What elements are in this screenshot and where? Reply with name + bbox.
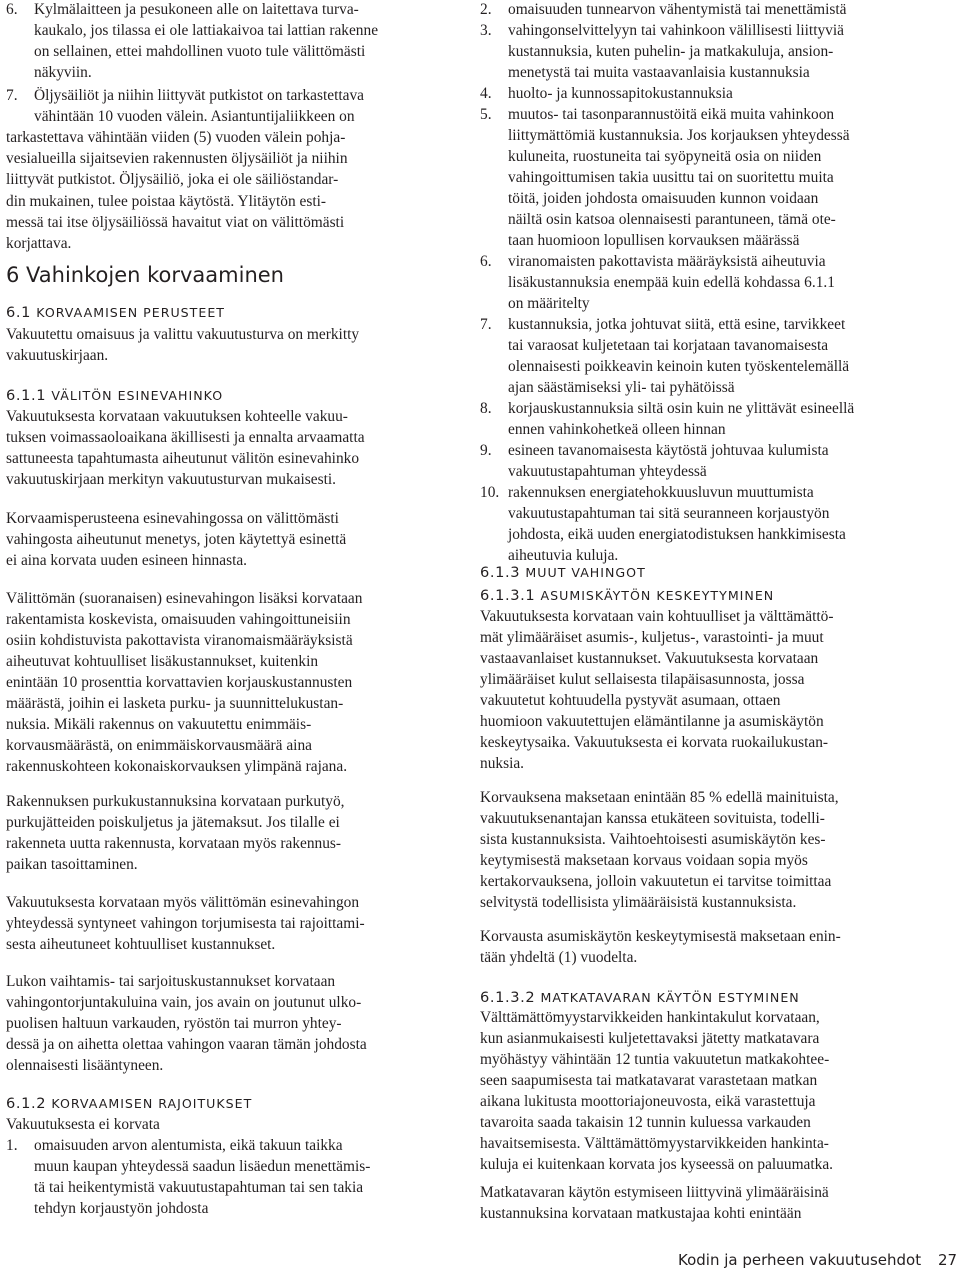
body-text: selvitystä todellisista ylimääräisistä kustannuksista. [480, 894, 797, 911]
body-text: tuksen voimassaoloaikana äkillisesti ja ennalta arvaamatta [6, 429, 365, 446]
section-heading-6-1-3-1 [480, 586, 774, 606]
body-text: mät ylimääräiset asumis-, kuljetus-, varastointi- ja muut [480, 629, 824, 646]
body-text: Korvaamisperusteena esinevahingossa on välittömästi [6, 510, 339, 527]
body-text: puolisen haltuun varkauden, ryöstön tai murron yhtey- [6, 1015, 342, 1032]
list-item-text: näiltä osin katsoa olennaisesti parantuneen, tämä ote- [508, 211, 836, 228]
body-text: enintään 10 prosenttia korvattavien korjauskustannusten [6, 674, 353, 691]
body-text: vakuutuskirjaan. [6, 347, 109, 364]
body-text: rakentamista koskevista, omaisuuden vahingoittuneisiin [6, 611, 351, 628]
list-item-text: esineen tavanomaisesta käytöstä johtuvaa kulumista [508, 442, 829, 459]
body-text: vesialueilla sijaitsevien rakennusten öljysäiliöt ja niihin [6, 150, 348, 167]
list-item-text: on määritelty [508, 295, 590, 312]
body-text: Matkatavaran käytön estymiseen liittyvinä ylimääräisinä [480, 1184, 829, 1201]
body-text: seen saapumisesta tai matkatavarat varastetaan matkan [480, 1072, 818, 1089]
list-item-text: johdosta, eikä uuden energiatodistuksen hankkimisesta [508, 526, 846, 543]
heading-number: 6.1.1 [6, 387, 47, 404]
list-item-text: viranomaisten pakottavista määräyksistä aiheutuvia [508, 253, 826, 270]
list-number: 8. [480, 400, 492, 417]
body-text: määrästä, joihin ei lasketa purku- ja suunnittelukustan- [6, 695, 344, 712]
heading-text: VÄLITÖN ESINEVAHINKO [51, 388, 224, 403]
body-text: vahingosta aiheutunut menetys, joten käytettyä esinettä [6, 531, 347, 548]
section-heading-6-1-2 [6, 1094, 252, 1114]
body-text: vakuutetut kohtuudella pystyvät asumaan, ottaen [480, 692, 781, 709]
body-text: korvausmäärästä, on enimmäiskorvausmäärä aina [6, 737, 312, 754]
heading-number: 6.1.2 [6, 1095, 47, 1112]
list-item-text: töitä, joiden johdosta omaisuuden kunnon voidaan [508, 190, 819, 207]
list-item-text: lisäkustannuksia enempää kuin edellä kohdassa 6.1.1 [508, 274, 835, 291]
list-item-text: aiheutuvia kuluja. [508, 547, 619, 564]
body-text: vastaavanlaiset kustannukset. Vakuutuksesta korvataan [480, 650, 819, 667]
list-item-text: kustannuksia, kuten puhelin- ja matkakuluja, ansion- [508, 43, 834, 60]
body-text: Rakennuksen purkukustannuksina korvataan purkutyö, [6, 793, 345, 810]
body-text: sista kustannuksista. Vaihtoehtoisesti asumiskäytön kes- [480, 831, 826, 848]
list-number: 5. [480, 106, 492, 123]
body-text: Vakuutuksesta korvataan vakuutuksen kohteelle vakuu- [6, 408, 348, 425]
section-heading-6-1-3-2 [480, 988, 800, 1008]
body-text: ylimääräiset kulut sellaisesta tilapäisasunnosta, jossa [480, 671, 805, 688]
list-item-text: ennen vahinkohetkeä olleen hinnan [508, 421, 726, 438]
body-text: aikana lukitusta moottoriajoneuvosta, eikä varastettuja [480, 1093, 816, 1110]
list-item-text: Öljysäiliöt ja niihin liittyvät putkistot on tarkastettava [34, 87, 364, 104]
body-text: myöhästyy vähintään 12 tuntia vakuutetun matkakohtee- [480, 1051, 830, 1068]
body-text: messä tai itse öljysäiliössä havaitut viat on välittömästi [6, 214, 345, 231]
body-text: osiin kohdistuvista pakottavista viranomaismääräyksistä [6, 632, 353, 649]
heading-number: 6.1 [6, 304, 32, 321]
list-item-text: liittymättömiä kustannuksia. Jos korjauksen yhteydessä [508, 127, 850, 144]
list-item-text: Kylmälaitteen ja pesukoneen alle on laitettava turva- [34, 1, 359, 18]
list-item-text: tai varaosat kuljetetaan tai korjataan tavanomaisesta [508, 337, 829, 354]
list-item-text: kaukalo, jos tilassa ei ole lattiakaivoa tai lattian rakenne [34, 22, 379, 39]
heading-text: ASUMISKÄYTÖN KESKEYTYMINEN [540, 588, 775, 603]
list-item-text: kustannuksia, jotka johtuvat siitä, että esine, tarvikkeet [508, 316, 846, 333]
list-item-text: vakuutustapahtuman tai sitä seuranneen korjaustyön [508, 505, 830, 522]
body-text: aiheutuvat kohtuulliset lisäkustannukset, kuitenkin [6, 653, 319, 670]
body-text: rakenneta uutta rakennusta, korvataan myös rakennus- [6, 835, 342, 852]
body-text: dessä ja on aihetta olettaa vahingon vaaran tämän johdosta [6, 1036, 367, 1053]
heading-text: MATKATAVARAN KÄYTÖN ESTYMINEN [540, 990, 800, 1005]
list-item-text: rakennuksen energiatehokkuusluvun muuttumista [508, 484, 814, 501]
list-item-text: on sellainen, ettei mahdollinen vuoto tule välittömästi [34, 43, 366, 60]
list-item-text: ajan säästämiseksi yli- tai pyhätöissä [508, 379, 735, 396]
body-text: tarkastettava vähintään viiden (5) vuoden välein pohja- [6, 129, 346, 146]
section-heading-6-1-1 [6, 386, 223, 406]
list-item-text: huolto- ja kunnossapitokustannuksia [508, 85, 733, 102]
list-number: 6. [6, 1, 18, 18]
body-text: ei aina korvata uuden esineen hinnasta. [6, 552, 248, 569]
section-heading-6-1-3 [480, 563, 646, 583]
list-item-text: muutos- tai tasonparannustöitä eikä muita vahinkoon [508, 106, 835, 123]
list-item-text: vakuutustapahtuman yhteydessä [508, 463, 707, 480]
list-number: 4. [480, 85, 492, 102]
body-text: nuksia. [480, 755, 525, 772]
body-text: keytymisestä maksetaan korvaus voidaan sopia myös [480, 852, 808, 869]
body-text: korjattava. [6, 235, 72, 252]
body-text: paikan tasoittaminen. [6, 856, 138, 873]
body-text: rakennuskohteen kokonaiskorvauksen ylimpänä rajana. [6, 758, 348, 775]
list-number: 7. [6, 87, 18, 104]
heading-number: 6.1.3 [480, 564, 521, 581]
list-item-text: korjauskustannuksia siltä osin kuin ne ylittävät esineellä [508, 400, 855, 417]
list-item-text: menetystä tai muita vastaavanlaisia kustannuksia [508, 64, 810, 81]
body-text: yhteydessä syntyneet vahingon torjumisesta tai rajoittami- [6, 915, 365, 932]
body-text: Korvausta asumiskäytön keskeytymisestä maksetaan enin- [480, 928, 841, 945]
section-heading-6-1 [6, 303, 225, 323]
body-text: olennaisesti lisääntyneen. [6, 1057, 164, 1074]
body-text: Välittömän (suoranaisen) esinevahingon lisäksi korvataan [6, 590, 363, 607]
body-text: tään yhdeltä (1) vuodelta. [480, 949, 638, 966]
heading-number: 6.1.3.1 [480, 587, 536, 604]
body-text: kuluja ei kuitenkaan korvata jos kyseessä on paluumatka. [480, 1156, 834, 1173]
list-item-text: tehdyn korjaustyön johdosta [34, 1200, 209, 1217]
body-text: purkujätteiden poiskuljetus ja jätemaksut. Jos tilalle ei [6, 814, 340, 831]
section-heading-6: 6 Vahinkojen korvaaminen [6, 263, 284, 287]
body-text: Vakuutuksesta ei korvata [6, 1116, 160, 1133]
body-text: huomioon vakuutettujen elämäntilanne ja asumiskäytön [480, 713, 824, 730]
list-number: 2. [480, 1, 492, 18]
heading-text: KORVAAMISEN RAJOITUKSET [51, 1096, 253, 1111]
body-text: keskeytysaika. Vakuutuksesta ei korvata ruokailukustan- [480, 734, 829, 751]
body-text: liittyvät putkistot. Öljysäiliö, joka ei ole säiliöstandar- [6, 171, 339, 188]
body-text: sattuneesta tapahtumasta aiheutunut välitön esinevahinko [6, 450, 360, 467]
list-item-text: vahingoittumisen takia uusittu tai on suoritettu muita [508, 169, 834, 186]
body-text: vakuutuksenantajan kanssa etukäteen sovituista, todelli- [480, 810, 825, 827]
body-text: kertakorvauksena, jolloin vakuutetun ei tarvitse toimittaa [480, 873, 832, 890]
list-item-text: näkyviin. [34, 64, 92, 81]
body-text: Välttämättömyystarvikkeiden hankintakulut korvataan, [480, 1009, 820, 1026]
list-item-text: olennaisesti poikkeavin keinoin kuten työskentelemällä [508, 358, 850, 375]
body-text: Vakuutettu omaisuus ja valittu vakuutusturva on merkitty [6, 326, 360, 343]
heading-text: MUUT VAHINGOT [525, 565, 646, 580]
page-number: 27 [938, 1251, 958, 1269]
list-number: 10. [480, 484, 500, 501]
body-text: Korvauksena maksetaan enintään 85 % edellä mainituista, [480, 789, 839, 806]
body-text: sesta aiheutuneet kohtuulliset kustannukset. [6, 936, 276, 953]
list-number: 9. [480, 442, 492, 459]
body-text: vahingontorjuntakuluina vain, jos avain on joutunut ulko- [6, 994, 362, 1011]
body-text: kun asianmukaisesti kuljetettavaksi jätetty matkatavara [480, 1030, 820, 1047]
body-text: tavaroita saada takaisin 12 tunnin kuluessa varkauden [480, 1114, 811, 1131]
list-item-text: omaisuuden arvon alentumista, eikä takuun taikka [34, 1137, 343, 1154]
heading-text: KORVAAMISEN PERUSTEET [36, 305, 225, 320]
list-number: 6. [480, 253, 492, 270]
list-item-text: muun kaupan yhteydessä saadun lisäedun menettämis- [34, 1158, 371, 1175]
footer-title: Kodin ja perheen vakuutusehdot [678, 1251, 922, 1269]
list-number: 3. [480, 22, 492, 39]
body-text: Vakuutuksesta korvataan myös välittömän esinevahingon [6, 894, 360, 911]
list-item-text: omaisuuden tunnearvon vähentymistä tai menettämistä [508, 1, 847, 18]
body-text: havaitsemisesta. Välttämättömyystarvikkeiden hankinta- [480, 1135, 829, 1152]
list-item-text: vähintään 10 vuoden välein. Asiantuntijaliikkeen on [34, 108, 355, 125]
list-item-text: kuluneita, ruostuneita tai syöpyneitä osia on niiden [508, 148, 822, 165]
list-item-text: tä tai heikentymistä vakuutustapahtuman tai sen takia [34, 1179, 364, 1196]
body-text: din mukainen, tulee poistaa käytöstä. Ylitäytön esti- [6, 193, 326, 210]
body-text: vakuutuskirjaan merkityn vakuutusturvan mukaisesti. [6, 471, 336, 488]
list-item-text: vahingonselvittelyyn tai vahinkoon välillisesti liittyviä [508, 22, 844, 39]
heading-number: 6.1.3.2 [480, 989, 536, 1006]
body-text: nuksia. Mikäli rakennus on vakuutettu enimmäis- [6, 716, 312, 733]
list-number: 1. [6, 1137, 18, 1154]
body-text: Vakuutuksesta korvataan vain kohtuulliset ja välttämättö- [480, 608, 834, 625]
list-number: 7. [480, 316, 492, 333]
body-text: kustannuksina korvataan matkustajaa kohti enintään [480, 1205, 802, 1222]
body-text: Lukon vaihtamis- tai sarjoituskustannukset korvataan [6, 973, 336, 990]
list-item-text: taan huomioon lopullisen korvauksen määrässä [508, 232, 800, 249]
